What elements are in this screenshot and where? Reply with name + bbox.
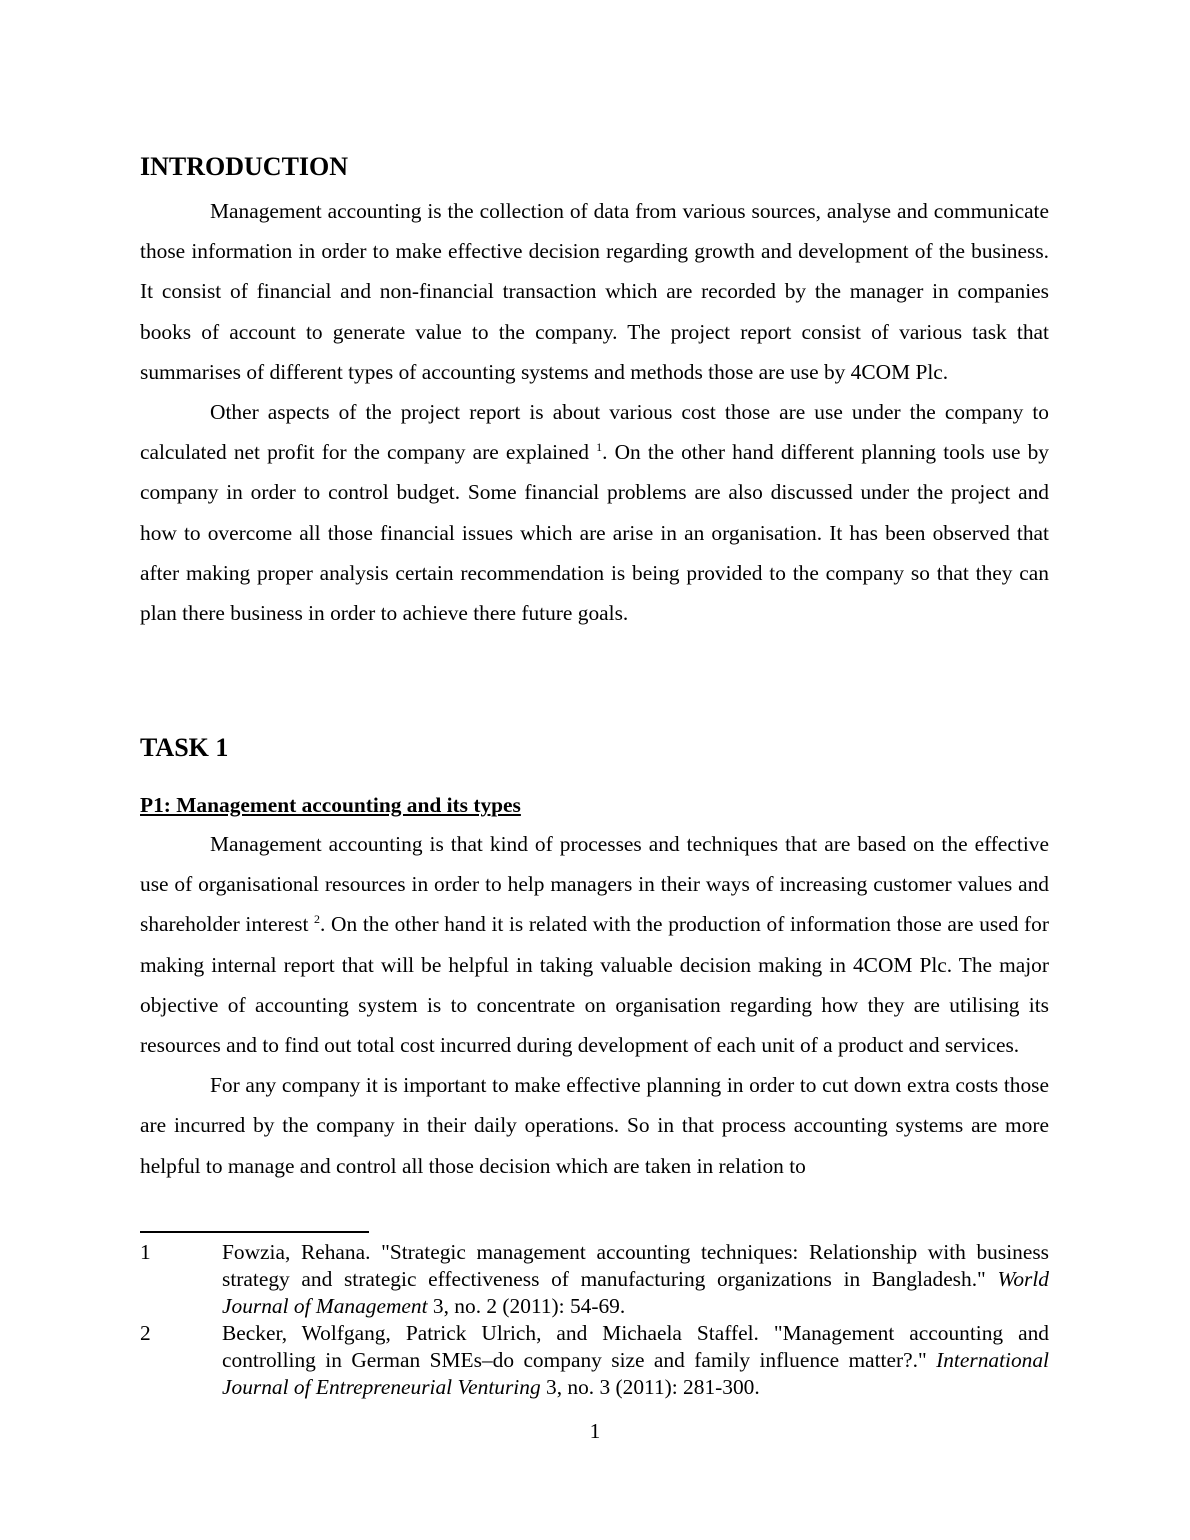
footnote-2 xyxy=(140,1320,1049,1401)
task-1-section xyxy=(140,824,1049,1186)
p1-subheading: P1: Management accounting and its types xyxy=(140,793,521,817)
task-paragraph-1 xyxy=(140,824,1049,1065)
footnote-2-authors-title: Becker, Wolfgang, Patrick Ulrich, and Michaela Staffel. "Management accounting and controlling in German SMEs–do company size and family influence matter?." xyxy=(222,1321,1049,1372)
footnote-reference-2[interactable]: 2 xyxy=(314,912,321,927)
footnote-2-volume: 3, no. 3 (2011): 281-300. xyxy=(540,1375,760,1399)
footnote-1-text xyxy=(222,1239,1049,1320)
footnote-1-volume: 3, no. 2 (2011): 54-69. xyxy=(427,1294,626,1318)
task-paragraph-2: For any company it is important to make effective planning in order to cut down extra costs those are incurred by the company in their daily operations. So in that process accounting systems are more helpful to manage and control all those decision which are taken in relation to xyxy=(140,1073,1049,1178)
task-paragraph-1-text-continued: . On the other hand it is related with the production of information those are used for making internal report that will be helpful in taking valuable decision making in 4COM Plc. The major objective of accounting system is to concentrate on organisation regarding how they are utilising its resources and to find out total cost incurred during development of each unit of a product and services. xyxy=(140,912,1049,1058)
intro-paragraph-2 xyxy=(140,392,1049,633)
task-1-heading: TASK 1 xyxy=(140,733,229,762)
footnote-2-text xyxy=(222,1320,1049,1401)
footnote-2-journal: International Journal of Entrepreneurial Venturing xyxy=(222,1348,1049,1399)
intro-paragraph-2-text-continued: . On the other hand different planning tools use by company in order to control budget. Some financial problems are also discussed under the project and how to overcome all those financial issues which are arise in an organisation. It has been observed that after making proper analysis certain recommendation is being provided to the company so that they can plan there business in order to achieve there future goals. xyxy=(140,440,1049,626)
introduction-heading: INTRODUCTION xyxy=(140,152,349,181)
footnote-1 xyxy=(140,1239,1049,1320)
intro-paragraph-1: Management accounting is the collection of data from various sources, analyse and communicate those information in order to make effective decision regarding growth and development of the business. It consist of financial and non-financial transaction which are recorded by the manager in companies books of account to generate value to the company. The project report consist of various task that summarises of different types of accounting systems and methods those are use by 4COM Plc. xyxy=(140,199,1049,384)
footnote-2-number: 2 xyxy=(140,1321,151,1345)
footnote-1-journal: World Journal of Management xyxy=(222,1267,1049,1318)
introduction-section xyxy=(140,191,1049,633)
footnote-reference-1[interactable]: 1 xyxy=(596,440,603,455)
intro-paragraph-2-text: Other aspects of the project report is about various cost those are use under the company to calculated net profit for the company are explained xyxy=(140,400,1049,465)
footnote-1-authors-title: Fowzia, Rehana. "Strategic management accounting techniques: Relationship with business strategy and strategic effectiveness of manufacturing organizations in Bangladesh." xyxy=(222,1240,1049,1291)
footnote-separator xyxy=(140,1231,369,1233)
page-number: 1 xyxy=(589,1419,601,1443)
footnote-1-number: 1 xyxy=(140,1240,151,1264)
task-paragraph-1-text: Management accounting is that kind of processes and techniques that are based on the effective use of organisational resources in order to help managers in their ways of increasing customer values and shareholder interest xyxy=(140,832,1049,937)
